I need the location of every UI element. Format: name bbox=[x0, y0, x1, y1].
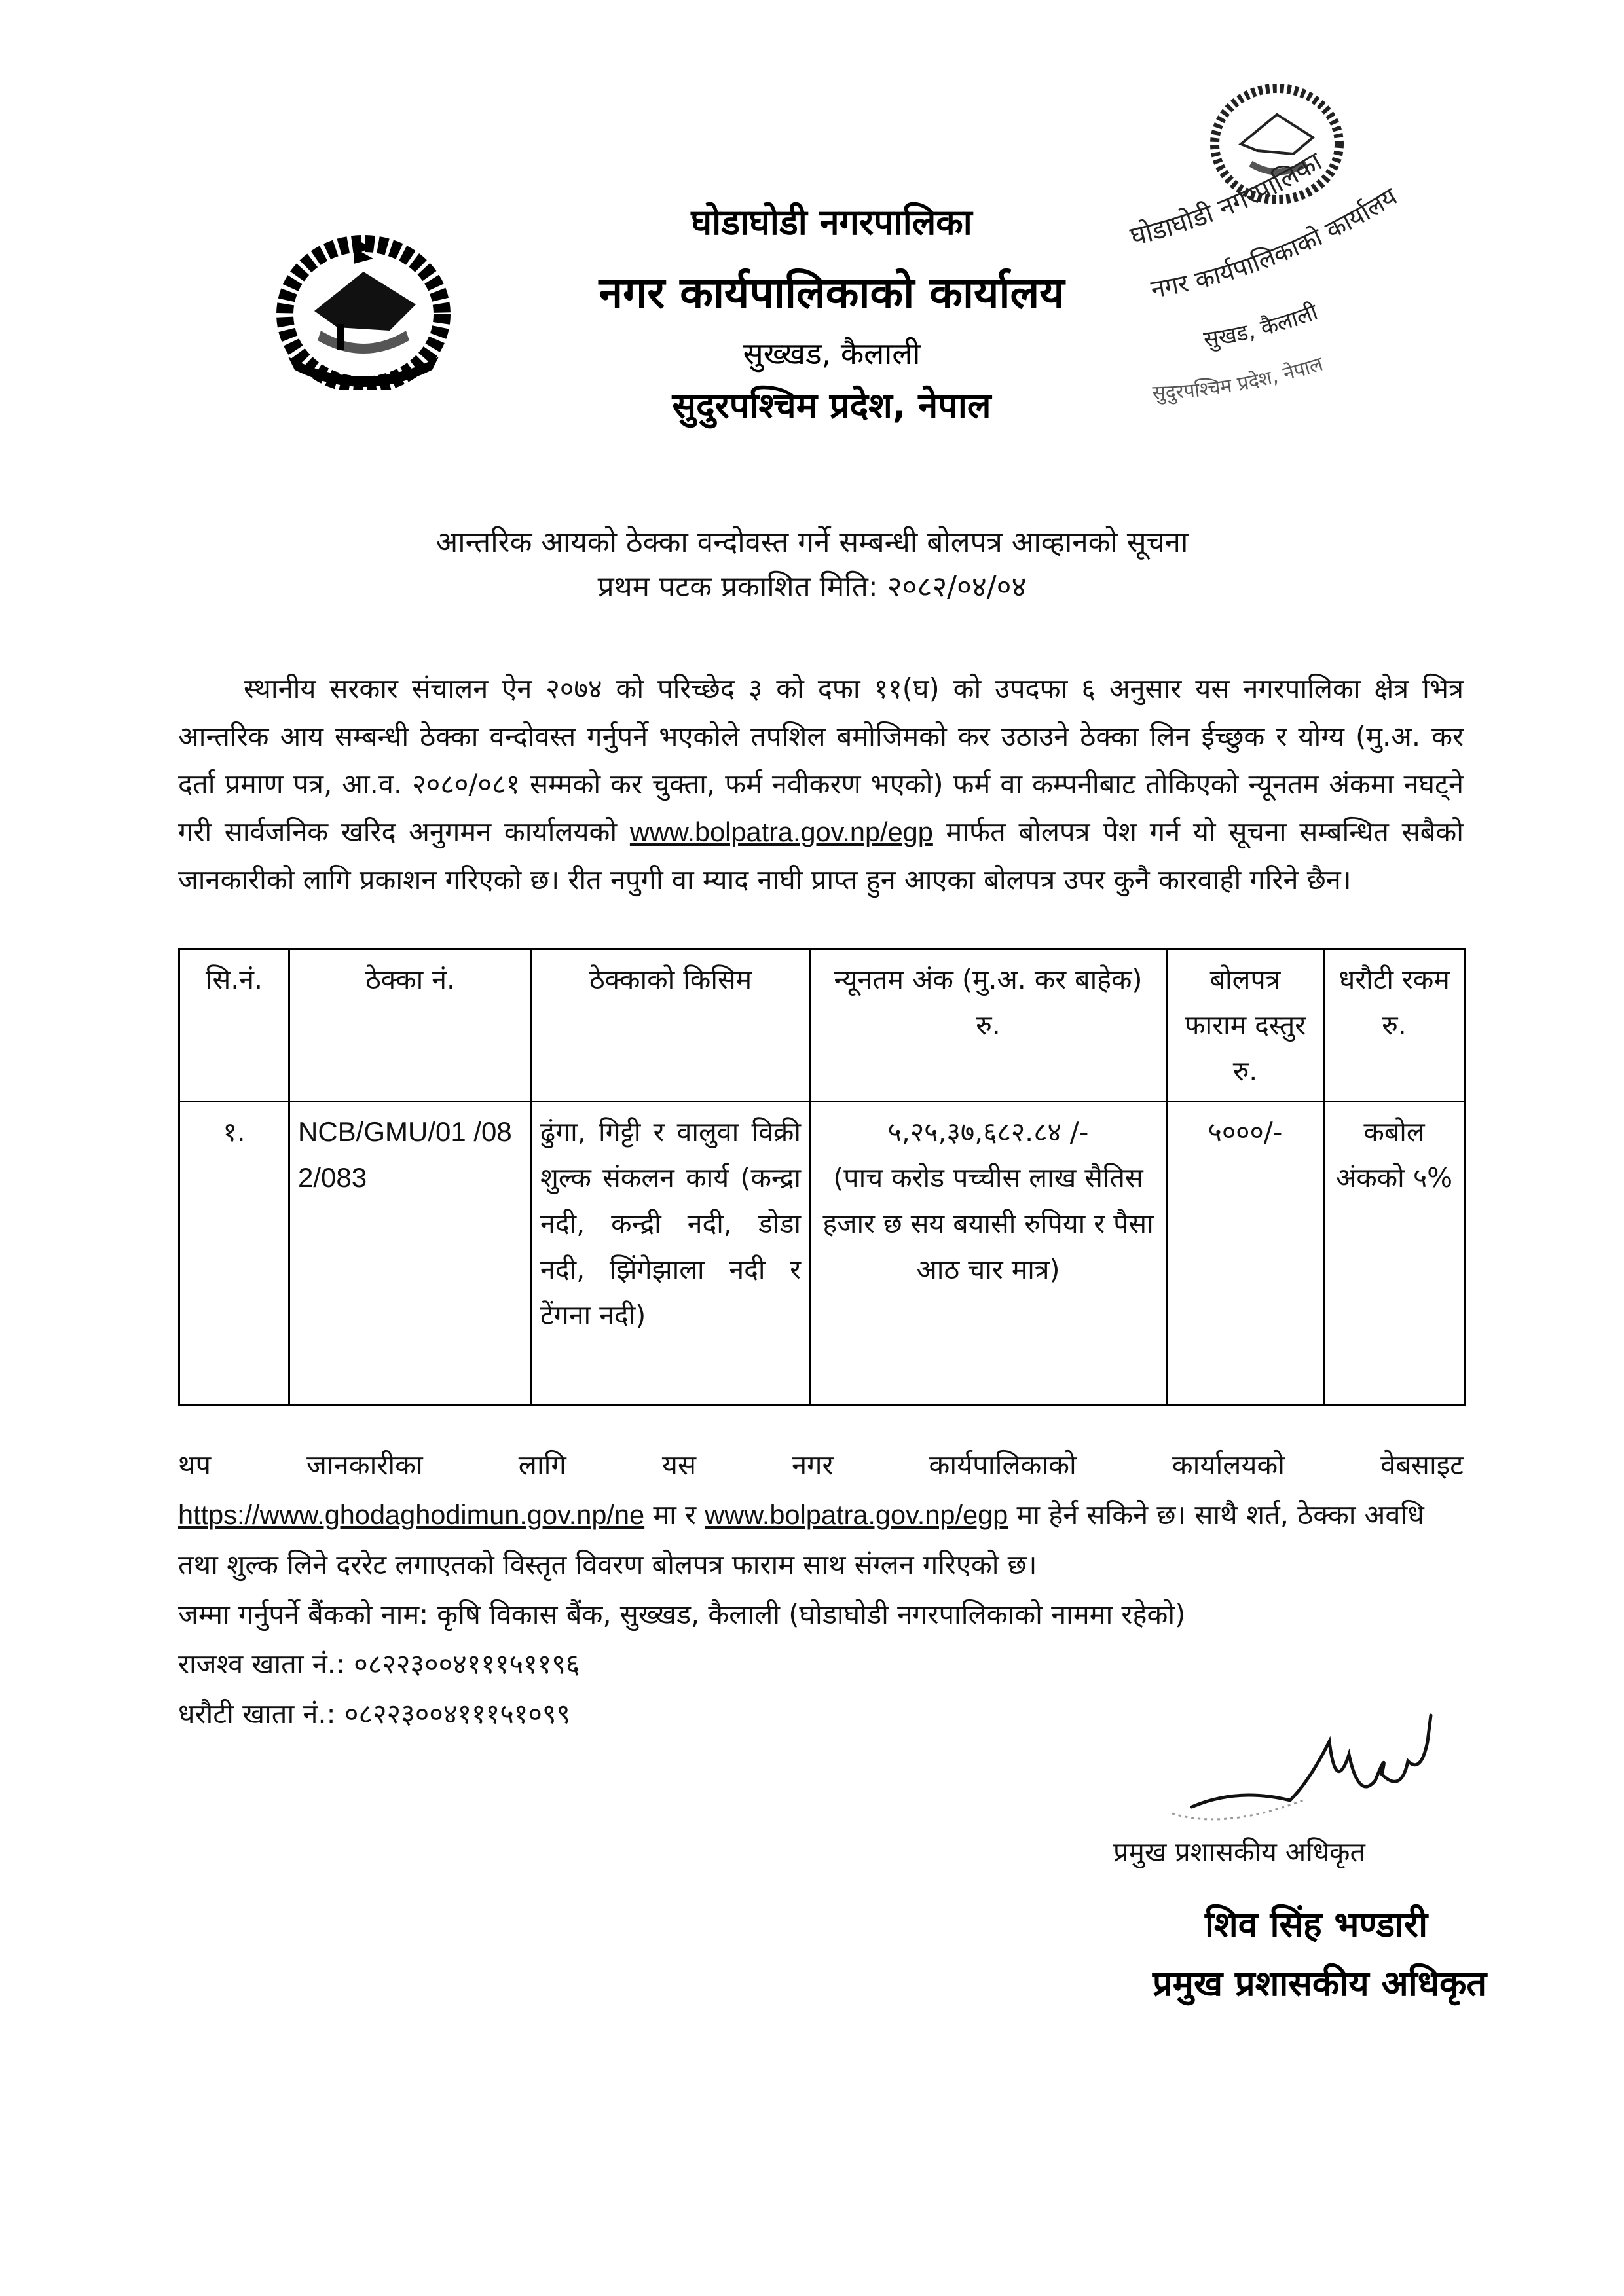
municipality-website-link[interactable]: https://www.ghodaghodimun.gov.np/ne bbox=[178, 1499, 645, 1530]
header-form-fee: बोलपत्र फाराम दस्तुर रु. bbox=[1167, 949, 1324, 1102]
header-sn: सि.नं. bbox=[179, 949, 289, 1102]
header-contract-no: ठेक्का नं. bbox=[289, 949, 532, 1102]
stamp-text-1: घोडाघोडी नगरपालिका bbox=[1127, 146, 1327, 252]
cell-contract-type: ढुंगा, गिट्टी र वालुवा विक्री शुल्क संकलन कार्य (कन्द्रा नदी, कन्द्री नदी, डोडा नदी, झिंगेझाला नदी र टेंगना नदी) bbox=[532, 1102, 810, 1405]
published-label: प्रथम पटक प्रकाशित मिति: bbox=[597, 570, 878, 604]
svg-text:सुखड, कैलाली bbox=[1202, 299, 1322, 354]
municipality-name: घोडाघोडी नगरपालिका bbox=[691, 202, 972, 243]
cell-form-fee: ५०००/- bbox=[1167, 1102, 1324, 1405]
signatory-name-stamp: शिव सिंह भण्डारी bbox=[1205, 1904, 1428, 1945]
footer-details-text: मा हेर्न सकिने छ। साथै शर्त, ठेक्का अवधि तथा शुल्क लिने दररेट लगाएतको विस्तृत विवरण बोलपत्र फाराम साथ संग्लन गरिएको छ। bbox=[178, 1499, 1424, 1580]
notice-subject bbox=[0, 520, 1624, 610]
body-text-before-link: स्थानीय सरकार संचालन ऐन २०७४ को परिच्छेद ३ को दफा ११(घ) को उपदफा ६ अनुसार यस नगरपालिका क्षेत्र भित्र आन्तरिक आय सम्बन्धी ठेक्का वन्दोवस्त गर्नुपर्ने भएकोले तपशिल बमोजिमको कर उठाउने ठेक्का लिन ईच्छुक र योग्य (मु.अ. कर दर्ता प्रमाण पत्र, आ.व. २०८०/०८१ सम्मको कर चुक्ता, फर्म नवीकरण भएको) फर्म वा कम्पनीबाट तोकिएको न्यूनतम अंकमा नघट्ने गरी सार्वजनिक खरिद अनुगमन कार्यालयको bbox=[178, 672, 1464, 848]
header-min-amount: न्यूनतम अंक (मु.अ. कर बाहेक) रु. bbox=[810, 949, 1167, 1102]
min-amount-figure: ५,२५,३७,६८२.८४ /- bbox=[887, 1116, 1089, 1148]
office-location: सुख्खड, कैलाली bbox=[743, 336, 921, 371]
stamp-text-2: नगर कार्यपालिकाको कार्यालय bbox=[1149, 181, 1403, 304]
min-amount-words: (पाच करोड पच्चीस लाख सैतिस हजार छ सय बयासी रुपिया र पैसा आठ चार मात्र) bbox=[822, 1162, 1154, 1285]
notice-title: आन्तरिक आयको ठेक्का वन्दोवस्त गर्ने सम्बन्धी बोलपत्र आव्हानको सूचना bbox=[435, 526, 1189, 559]
bolpatra-link[interactable]: www.bolpatra.gov.np/egp bbox=[629, 816, 933, 847]
bank-name-line: जम्मा गर्नुपर्ने बैंकको नाम: कृषि विकास बैंक, सुख्खड, कैलाली (घोडाघोडी नगरपालिकाको नाममा रहेको) bbox=[178, 1598, 1186, 1630]
office-name: नगर कार्यपालिकाको कार्यालय bbox=[599, 268, 1065, 318]
footer-connector: मा र bbox=[653, 1499, 697, 1531]
cell-contract-no: NCB/GMU/01 /082/083 bbox=[289, 1102, 532, 1405]
cell-deposit: कबोल अंकको ५% bbox=[1324, 1102, 1465, 1405]
stamp-text-4: सुदुरपश्चिम प्रदेश, नेपाल bbox=[1152, 352, 1326, 405]
notice-published-line bbox=[0, 565, 1624, 610]
deposit-account-number: ०८२२३००४१११५१०९९ bbox=[344, 1698, 571, 1730]
header-contract-type: ठेक्काको किसिम bbox=[532, 949, 810, 1102]
revenue-account-number: ०८२२३००४१११५११९६ bbox=[354, 1648, 580, 1680]
deposit-account-label: धरौटी खाता नं.: bbox=[178, 1698, 336, 1730]
signatory-printed-title: प्रमुख प्रशासकीय अधिकृत bbox=[1113, 1836, 1365, 1868]
office-province: सुदुरपश्चिम प्रदेश, नेपाल bbox=[672, 385, 991, 426]
handwritten-signature bbox=[1133, 1702, 1604, 1833]
table-header-row bbox=[179, 949, 1465, 1102]
cell-min-amount bbox=[810, 1102, 1167, 1405]
header-deposit: धरौटी रकम रु. bbox=[1324, 949, 1465, 1102]
cell-sn: १. bbox=[179, 1102, 289, 1405]
notice-body bbox=[178, 665, 1464, 903]
footer-links-line bbox=[178, 1490, 1464, 1590]
svg-text:सुदुरपश्चिम प्रदेश, नेपाल bbox=[1152, 352, 1326, 405]
office-seal-stamp bbox=[1113, 72, 1519, 412]
signatory-title-stamp: प्रमुख प्रशासकीय अधिकृत bbox=[1153, 1963, 1487, 2004]
revenue-account-line bbox=[178, 1639, 1464, 1689]
notice-footer bbox=[178, 1440, 1464, 1739]
footer-website-line: थप जानकारीका लागि यस नगर कार्यपालिकाको कार्यालयको वेबसाइट bbox=[178, 1449, 1464, 1481]
body-text-after-link: मार्फत बोलपत्र पेश गर्न यो सूचना सम्बन्धित सबैको जानकारीको लागि प्रकाशन गरिएको छ। रीत नपुगी वा म्याद नाघी प्राप्त हुन आएका बोलपत्र उपर कुनै कारवाही गरिने छैन। bbox=[178, 816, 1464, 896]
published-date: २०८२/०४/०४ bbox=[887, 570, 1027, 604]
bolpatra-footer-link[interactable]: www.bolpatra.gov.np/egp bbox=[705, 1499, 1008, 1530]
table-row bbox=[179, 1102, 1465, 1405]
stamp-text-3: सुखड, कैलाली bbox=[1202, 299, 1321, 354]
contract-table bbox=[178, 948, 1466, 1406]
revenue-account-label: राजश्व खाता नं.: bbox=[178, 1648, 345, 1680]
